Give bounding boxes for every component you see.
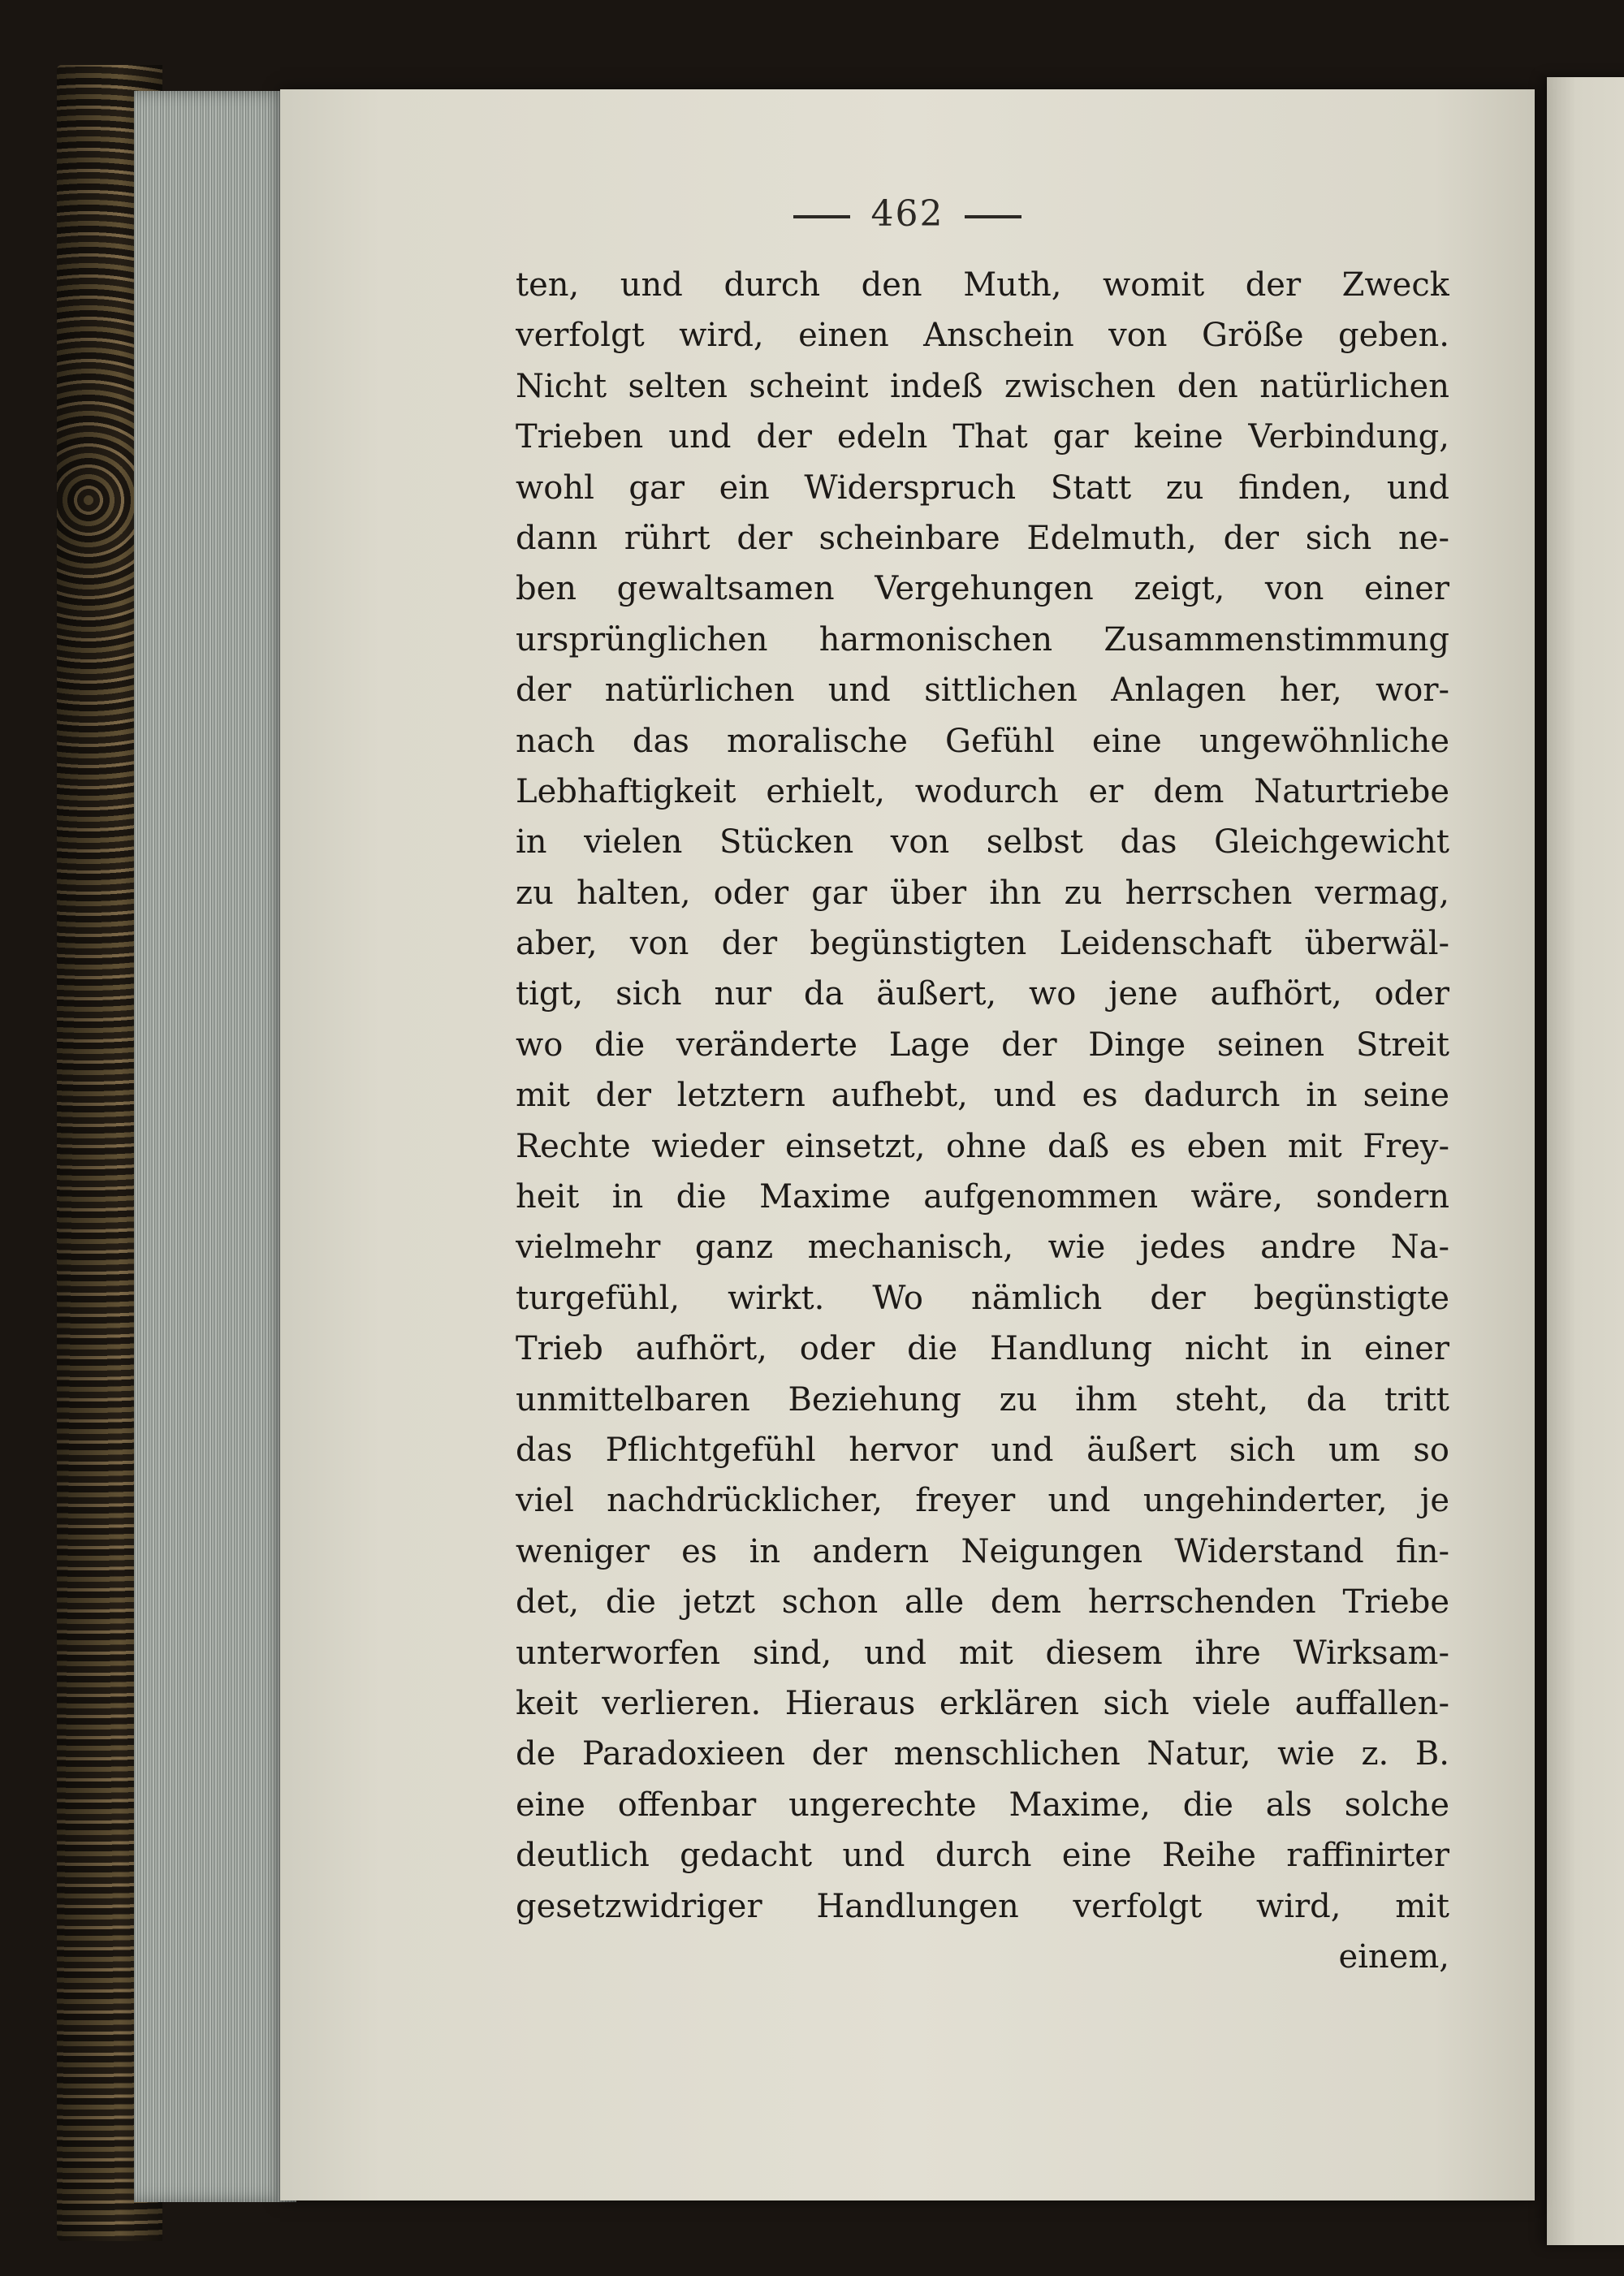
text-line: dann rührt der scheinbare Edelmuth, der sich ne- — [516, 519, 1449, 557]
text-line: ben gewaltsamen Vergehungen zeigt, von einer — [516, 570, 1449, 608]
text-line: det, die jetzt schon alle dem herrschenden Triebe — [516, 1583, 1449, 1622]
text-line: verfolgt wird, einen Anschein von Größe geben. — [516, 317, 1449, 355]
text-line: der natürlichen und sittlichen Anlagen her, wor- — [516, 672, 1449, 710]
text-line: viel nachdrücklicher, freyer und ungehinderter, je — [516, 1482, 1449, 1520]
text-line: ten, und durch den Muth, womit der Zweck — [516, 266, 1449, 304]
text-line: de Paradoxieen der menschlichen Natur, wie z. B. — [516, 1735, 1449, 1773]
text-line: weniger es in andern Neigungen Widerstand fin- — [516, 1532, 1449, 1570]
text-line: tigt, sich nur da äußert, wo jene aufhört, oder — [516, 975, 1449, 1013]
page-number-header — [280, 193, 1535, 235]
header-dash-left — [793, 215, 850, 218]
text-line: mit der letztern aufhebt, und es dadurch in seine — [516, 1077, 1449, 1115]
text-line: unterworfen sind, und mit diesem ihre Wirksam- — [516, 1634, 1449, 1672]
body-text — [516, 260, 1449, 1982]
text-line: deutlich gedacht und durch eine Reihe raffinirter — [516, 1837, 1449, 1875]
page-edges — [134, 91, 296, 2202]
catchword: einem, — [1338, 1937, 1449, 1976]
text-line: aber, von der begünstigten Leidenschaft überwäl- — [516, 925, 1449, 963]
book-page — [280, 89, 1535, 2200]
text-line: turgefühl, wirkt. Wo nämlich der begünstigte — [516, 1279, 1449, 1317]
text-line: ursprünglichen harmonischen Zusammenstimmung — [516, 620, 1449, 659]
text-line: Lebhaftigkeit erhielt, wodurch er dem Naturtriebe — [516, 772, 1449, 810]
text-line: wohl gar ein Widerspruch Statt zu finden, und — [516, 469, 1449, 507]
page-number: 462 — [870, 193, 944, 235]
text-line: vielmehr ganz mechanisch, wie jedes andre Na- — [516, 1229, 1449, 1267]
facing-page-edge — [1547, 77, 1624, 2245]
text-line: in vielen Stücken von selbst das Gleichgewicht — [516, 823, 1449, 862]
text-line: gesetzwidriger Handlungen verfolgt wird, mit — [516, 1887, 1449, 1925]
text-line: Nicht selten scheint indeß zwischen den natürlichen — [516, 367, 1449, 405]
text-line: keit verlieren. Hieraus erklären sich viele auffallen- — [516, 1684, 1449, 1722]
text-line: nach das moralische Gefühl eine ungewöhnliche — [516, 722, 1449, 760]
text-line: zu halten, oder gar über ihn zu herrschen vermag, — [516, 874, 1449, 912]
text-line: das Pflichtgefühl hervor und äußert sich um so — [516, 1431, 1449, 1469]
text-line: wo die veränderte Lage der Dinge seinen Streit — [516, 1026, 1449, 1064]
text-line: heit in die Maxime aufgenommen wäre, sondern — [516, 1178, 1449, 1216]
text-line: eine offenbar ungerechte Maxime, die als solche — [516, 1786, 1449, 1824]
text-line: Rechte wieder einsetzt, ohne daß es eben mit Frey- — [516, 1127, 1449, 1165]
header-dash-right — [965, 215, 1021, 218]
text-line: Trieb aufhört, oder die Handlung nicht in einer — [516, 1330, 1449, 1368]
text-line: unmittelbaren Beziehung zu ihm steht, da tritt — [516, 1380, 1449, 1419]
text-line: Trieben und der edeln That gar keine Verbindung, — [516, 418, 1449, 456]
